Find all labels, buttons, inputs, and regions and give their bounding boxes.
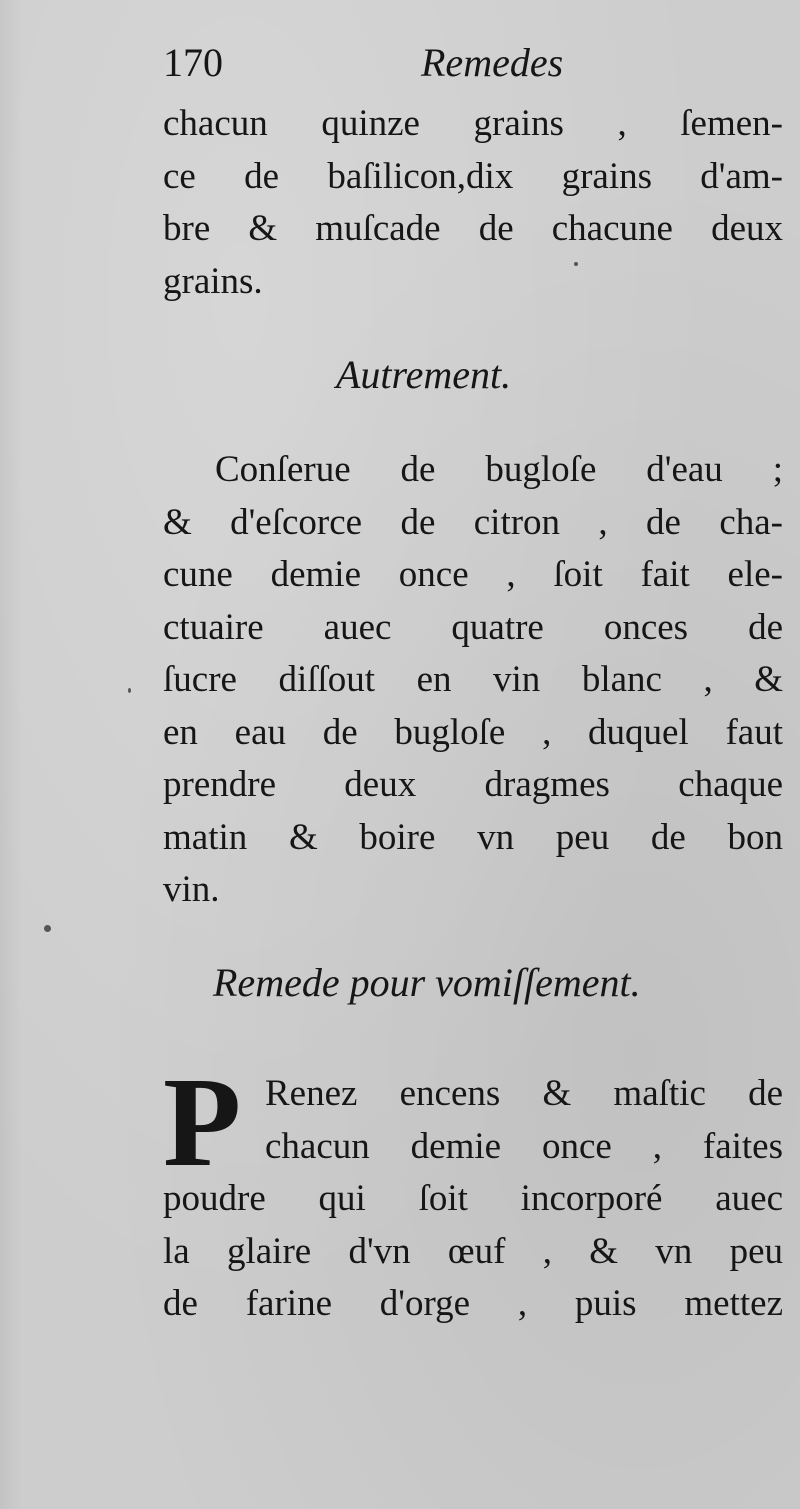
drop-cap-letter: P	[163, 1051, 242, 1193]
paragraph-remede-indented	[265, 1068, 783, 1173]
running-head: Remedes	[421, 40, 564, 85]
text-line: la glaire d'vn œuf , & vn peu	[163, 1230, 783, 1272]
text-line: Conſerue de bugloſe d'eau ;	[215, 449, 783, 490]
text-line: matin & boire vn peu de bon	[163, 816, 783, 858]
text-line: & d'eſcorce de citron , de cha-	[163, 501, 783, 543]
text-line: ce de baſilicon,dix grains d'am-	[163, 155, 783, 197]
paragraph-continuation	[163, 98, 783, 308]
page-gutter-shadow	[0, 0, 22, 1509]
text-line: de farine d'orge , puis mettez	[163, 1283, 783, 1324]
text-line: ctuaire auec quatre onces de	[163, 606, 783, 648]
text-line: chacun demie once , faites	[265, 1125, 783, 1167]
text-line: chacun quinze grains , ſemen-	[163, 103, 783, 144]
paper-speck	[128, 688, 131, 693]
text-line: Renez encens & maſtic de	[265, 1073, 783, 1114]
text-line: prendre deux dragmes chaque	[163, 764, 783, 805]
text-line: en eau de bugloſe , duquel faut	[163, 711, 783, 753]
text-line: bre & muſcade de chacune deux	[163, 208, 783, 249]
text-line: poudre qui ſoit incorporé auec	[163, 1178, 783, 1219]
text-line: ſucre diſſout en vin blanc , &	[163, 659, 783, 700]
paper-speck	[44, 925, 51, 932]
paragraph-conserve	[163, 444, 783, 917]
page-header	[163, 38, 783, 88]
section-heading-autrement: Autrement.	[336, 352, 512, 397]
text-line: cune demie once , ſoit fait ele-	[163, 554, 783, 595]
page-number: 170	[163, 40, 223, 85]
text-line: grains.	[163, 260, 263, 302]
section-heading-remede-vomissement: Remede pour vomiſſement.	[213, 960, 641, 1005]
paper-speck	[574, 262, 578, 266]
paragraph-remede	[163, 1173, 783, 1331]
text-line: vin.	[163, 869, 220, 910]
